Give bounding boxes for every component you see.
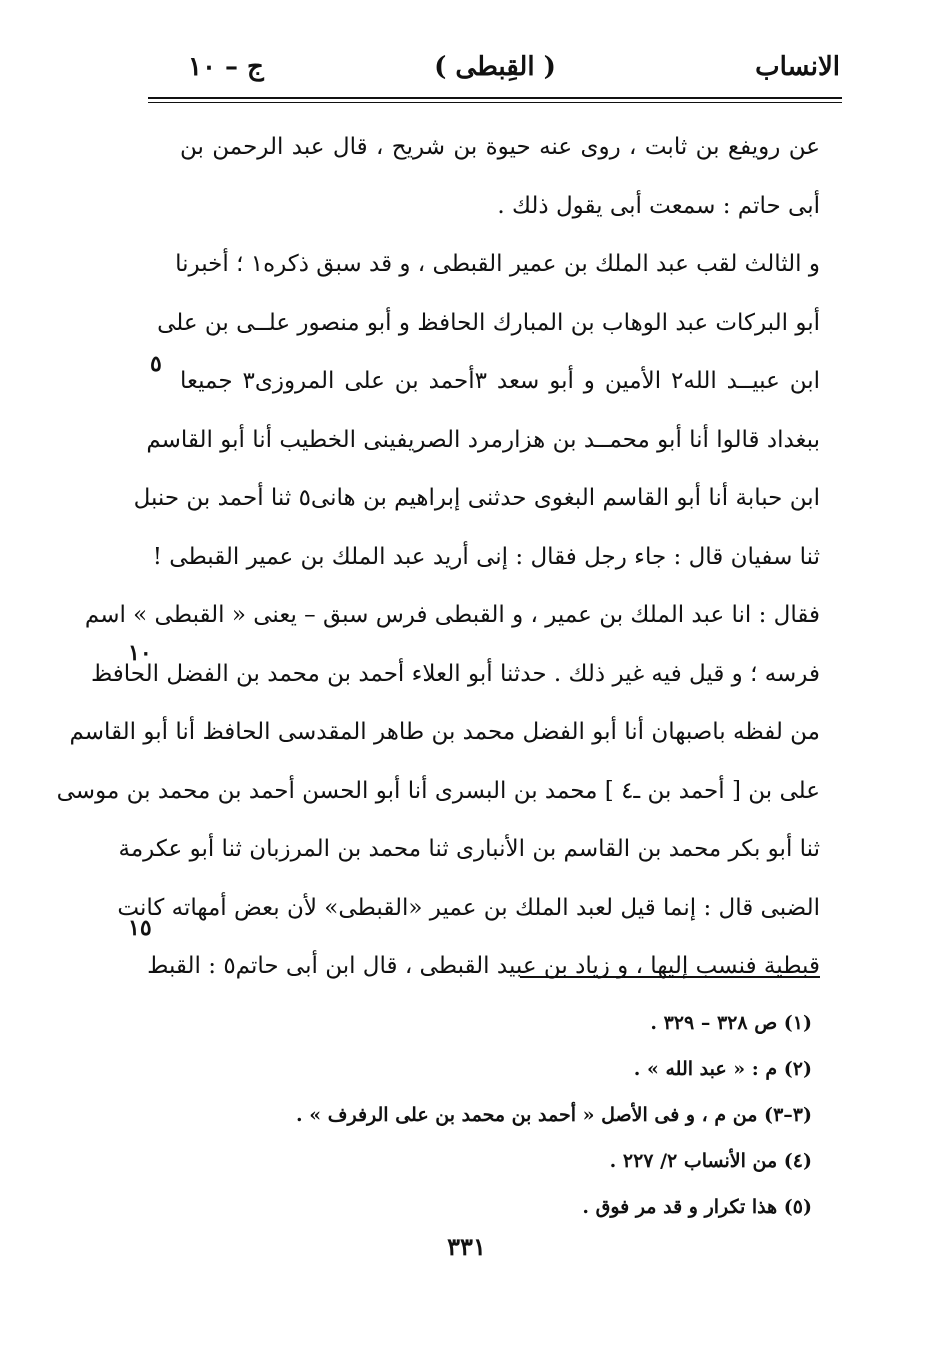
body-line: فرسه ؛ و قيل فيه غير ذلك . حدثنا أبو العلاء أحمد بن محمد بن الفضل الحافظ xyxy=(90,660,820,687)
body-line: على بن [ أحمد بن ـ٤ ] محمد بن البسرى أنا أبو الحسن أحمد بن محمد بن موسى xyxy=(56,777,820,804)
body-line: من لفظه باصبهان أنا أبو الفضل محمد بن طاهر المقدسى الحافظ أنا أبو القاسم xyxy=(69,719,820,745)
header-book-title: الانساب xyxy=(755,52,840,82)
footnotes xyxy=(296,1000,812,1230)
footnote-3: (٣–٣) من م ، و فى الأصل « أحمد بن محمد بن على الرفرف » . xyxy=(296,1104,812,1126)
footnote-4: (٤) من الأنساب ٢/ ٢٢٧ . xyxy=(609,1150,812,1172)
page-number: ٣٣١ xyxy=(447,1232,486,1261)
line-number-15: ١٥ xyxy=(128,915,152,941)
body-line: ابن عبيــد الله٢ الأمين و أبو سعد ٣أحمد بن على المروزى٣ جميعا xyxy=(180,368,821,394)
body-line: فقال : انا عبد الملك بن عمير ، و القبطى فرس سبق – يعنى « القبطى » اسم xyxy=(84,602,820,628)
body-line: أبى حاتم : سمعت أبى يقول ذلك . xyxy=(497,192,820,219)
page-header xyxy=(150,52,840,96)
body-line: ثنا سفيان قال : جاء رجل فقال : إنى أريد عبد الملك بن عمير القبطى ! xyxy=(152,543,820,570)
header-rule-thin xyxy=(148,102,842,103)
line-number-5: ٥ xyxy=(150,351,162,377)
footnote-rule xyxy=(520,976,820,978)
header-section-title: ( القِبطى ) xyxy=(434,52,556,82)
footnote-2: (٢) م : « عبد الله » . xyxy=(633,1058,812,1080)
line-number-10: ١٠ xyxy=(128,640,152,666)
header-rule xyxy=(148,97,842,99)
body-line: الضبى قال : إنما قيل لعبد الملك بن عمير «القبطى» لأن بعض أمهاته كانت xyxy=(117,894,820,921)
header-volume: ج – ١٠ xyxy=(188,52,264,82)
body-line: و الثالث لقب عبد الملك بن عمير القبطى ، و قد سبق ذكره١ ؛ أخبرنا xyxy=(175,251,820,277)
body-line: أبو البركات عبد الوهاب بن المبارك الحافظ و أبو منصور علــى بن على xyxy=(157,309,820,336)
footnote-5: (٥) هذا تكرار و قد مر فوق . xyxy=(582,1196,812,1218)
body-line: قبطية فنسب إليها ، و زياد بن عبيد القبطى ، قال ابن أبى حاتم٥ : القبط xyxy=(147,953,820,979)
body-line: ببغداد قالوا أنا أبو محمــد بن هزارمرد الصريفينى الخطيب أنا أبو القاسم xyxy=(146,426,820,453)
body-line: ابن حبابة أنا أبو القاسم البغوى حدثنى إبراهيم بن هانى٥ ثنا أحمد بن حنبل xyxy=(133,485,820,511)
footnote-1: (١) ص ٣٢٨ – ٣٢٩ . xyxy=(650,1012,812,1034)
body-line: ثنا أبو بكر محمد بن القاسم بن الأنبارى ثنا محمد بن المرزبان ثنا أبو عكرمة xyxy=(118,836,820,862)
body-line: عن رويفع بن ثابت ، روى عنه حيوة بن شريح ، قال عبد الرحمن بن xyxy=(180,134,820,160)
